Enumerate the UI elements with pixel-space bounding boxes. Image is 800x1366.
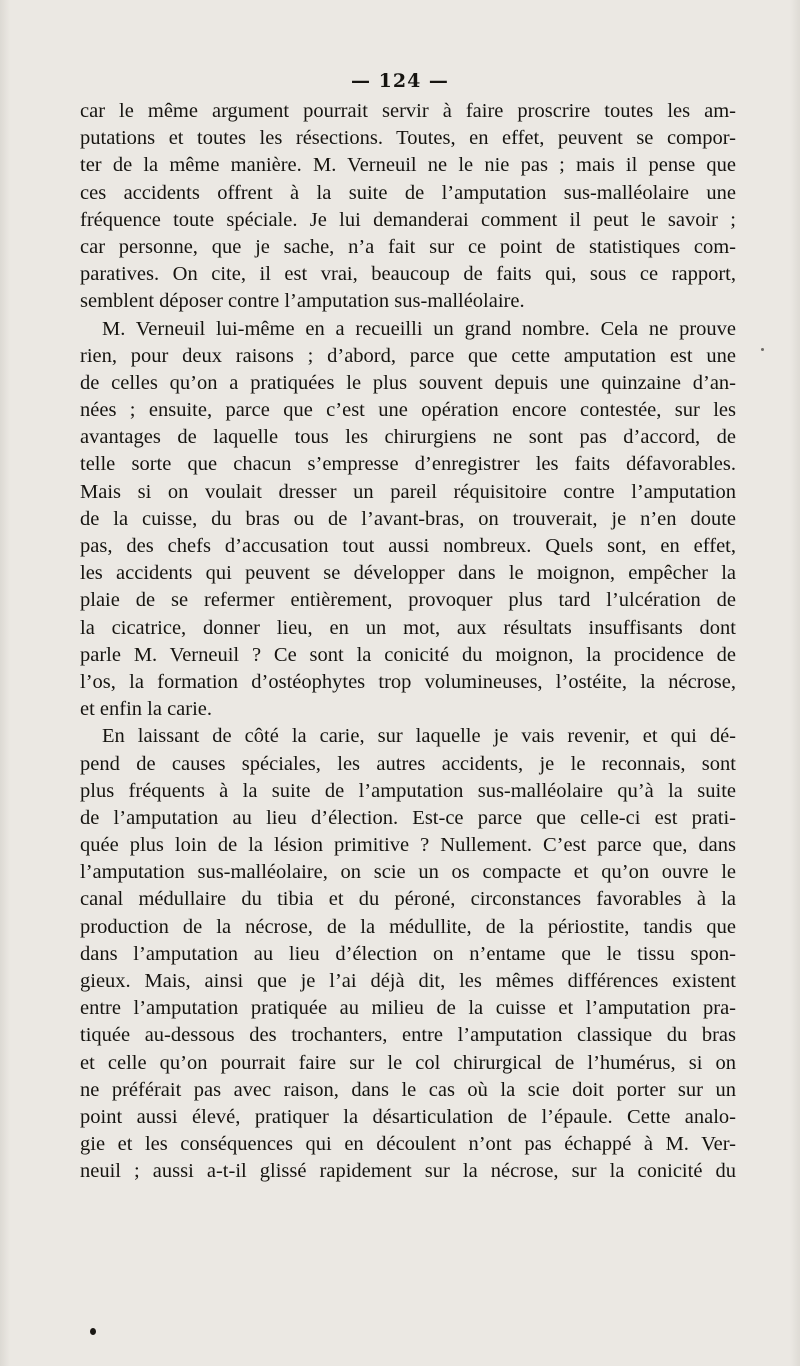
text-line: M. Verneuil lui-même en a recueilli un grand nombre. Cela ne prouve	[102, 317, 736, 340]
text-line: entre l’amputation pratiquée au milieu de la cuisse et l’amputation pra-	[80, 997, 736, 1020]
text-line: ter de la même manière. M. Verneuil ne le nie pas ; mais il pense que	[80, 154, 736, 177]
text-line: fréquence toute spéciale. Je lui demanderai comment il peut le savoir ;	[80, 208, 736, 231]
text-line: l’amputation sus-malléolaire, on scie un os compacte et qu’on ouvre le	[80, 861, 736, 884]
text-line: neuil ; aussi a-t-il glissé rapidement sur la nécrose, sur la conicité du	[80, 1160, 736, 1183]
text-line: de l’amputation au lieu d’élection. Est-ce parce que celle-ci est prati-	[80, 806, 736, 829]
paragraph-3	[80, 723, 736, 1185]
text-line: dans l’amputation au lieu d’élection on n’entame que le tissu spon-	[80, 942, 736, 965]
text-line: pend de causes spéciales, les autres accidents, je le reconnais, sont	[80, 752, 736, 775]
text-line: production de la nécrose, de la médullite, de la périostite, tandis que	[80, 915, 736, 938]
text-line: En laissant de côté la carie, sur laquelle je vais revenir, et qui dé-	[102, 725, 736, 748]
text-line: pas, des chefs d’accusation tout aussi nombreux. Quels sont, en effet,	[80, 535, 736, 557]
text-line: nées ; ensuite, parce que c’est une opération encore contestée, sur les	[80, 399, 736, 422]
text-line: la cicatrice, donner lieu, en un mot, aux résultats insuffisants dont	[80, 616, 736, 639]
ink-speck	[90, 1328, 96, 1335]
paragraph-2	[80, 316, 736, 724]
text-line: l’os, la formation d’ostéophytes trop volumineuses, l’ostéite, la nécrose,	[80, 670, 736, 693]
text-line: les accidents qui peuvent se développer dans le moignon, empêcher la	[80, 562, 736, 585]
text-line: telle sorte que chacun s’empresse d’enregistrer les faits défavorables.	[80, 453, 736, 476]
text-line: ne préférait pas avec raison, dans le cas où la scie doit porter sur un	[80, 1078, 736, 1101]
text-line: paratives. On cite, il est vrai, beaucoup de faits qui, sous ce rapport,	[80, 263, 736, 286]
page-number: — 124 —	[351, 70, 449, 92]
text-line: plaie de se refermer entièrement, provoquer plus tard l’ulcération de	[80, 589, 736, 612]
paragraph-1	[80, 98, 736, 316]
text-line: quée plus loin de la lésion primitive ? Nullement. C’est parce que, dans	[80, 834, 736, 857]
text-line: Mais si on voulait dresser un pareil réquisitoire contre l’amputation	[80, 480, 736, 503]
text-line: car personne, que je sache, n’a fait sur ce point de statistiques com-	[80, 235, 736, 258]
text-line: et enfin la carie.	[80, 698, 213, 721]
text-line: de la cuisse, du bras ou de l’avant-bras, on trouverait, je n’en doute	[80, 507, 736, 530]
text-line: car le même argument pourrait servir à faire proscrire toutes les am-	[80, 100, 736, 122]
text-line: plus fréquents à la suite de l’amputation sus-malléolaire qu’à la suite	[80, 779, 736, 802]
text-line: canal médullaire du tibia et du péroné, circonstances favorables à la	[80, 888, 736, 911]
text-line: point aussi élevé, pratiquer la désarticulation de l’épaule. Cette analo-	[80, 1105, 736, 1128]
text-line: de celles qu’on a pratiquées le plus souvent depuis une quinzaine d’an-	[80, 371, 736, 394]
ink-speck	[761, 348, 764, 351]
text-line: parle M. Verneuil ? Ce sont la conicité du moignon, la procidence de	[80, 643, 736, 666]
text-line: gieux. Mais, ainsi que je l’ai déjà dit, les mêmes différences existent	[80, 970, 736, 992]
text-line: putations et toutes les résections. Toutes, en effet, peuvent se compor-	[80, 127, 736, 150]
text-line: avantages de laquelle tous les chirurgiens ne sont pas d’accord, de	[80, 426, 736, 449]
body-text	[80, 98, 736, 1186]
text-line: rien, pour deux raisons ; d’abord, parce que cette amputation est une	[80, 344, 736, 367]
text-line: semblent déposer contre l’amputation sus-malléolaire.	[80, 290, 525, 313]
text-line: ces accidents offrent à la suite de l’amputation sus-malléolaire une	[80, 181, 736, 204]
text-line: et celle qu’on pourrait faire sur le col chirurgical de l’humérus, si on	[80, 1051, 736, 1074]
text-line: gie et les conséquences qui en découlent n’ont pas échappé à M. Ver-	[80, 1133, 736, 1156]
text-line: tiquée au-dessous des trochanters, entre l’amputation classique du bras	[80, 1024, 736, 1047]
